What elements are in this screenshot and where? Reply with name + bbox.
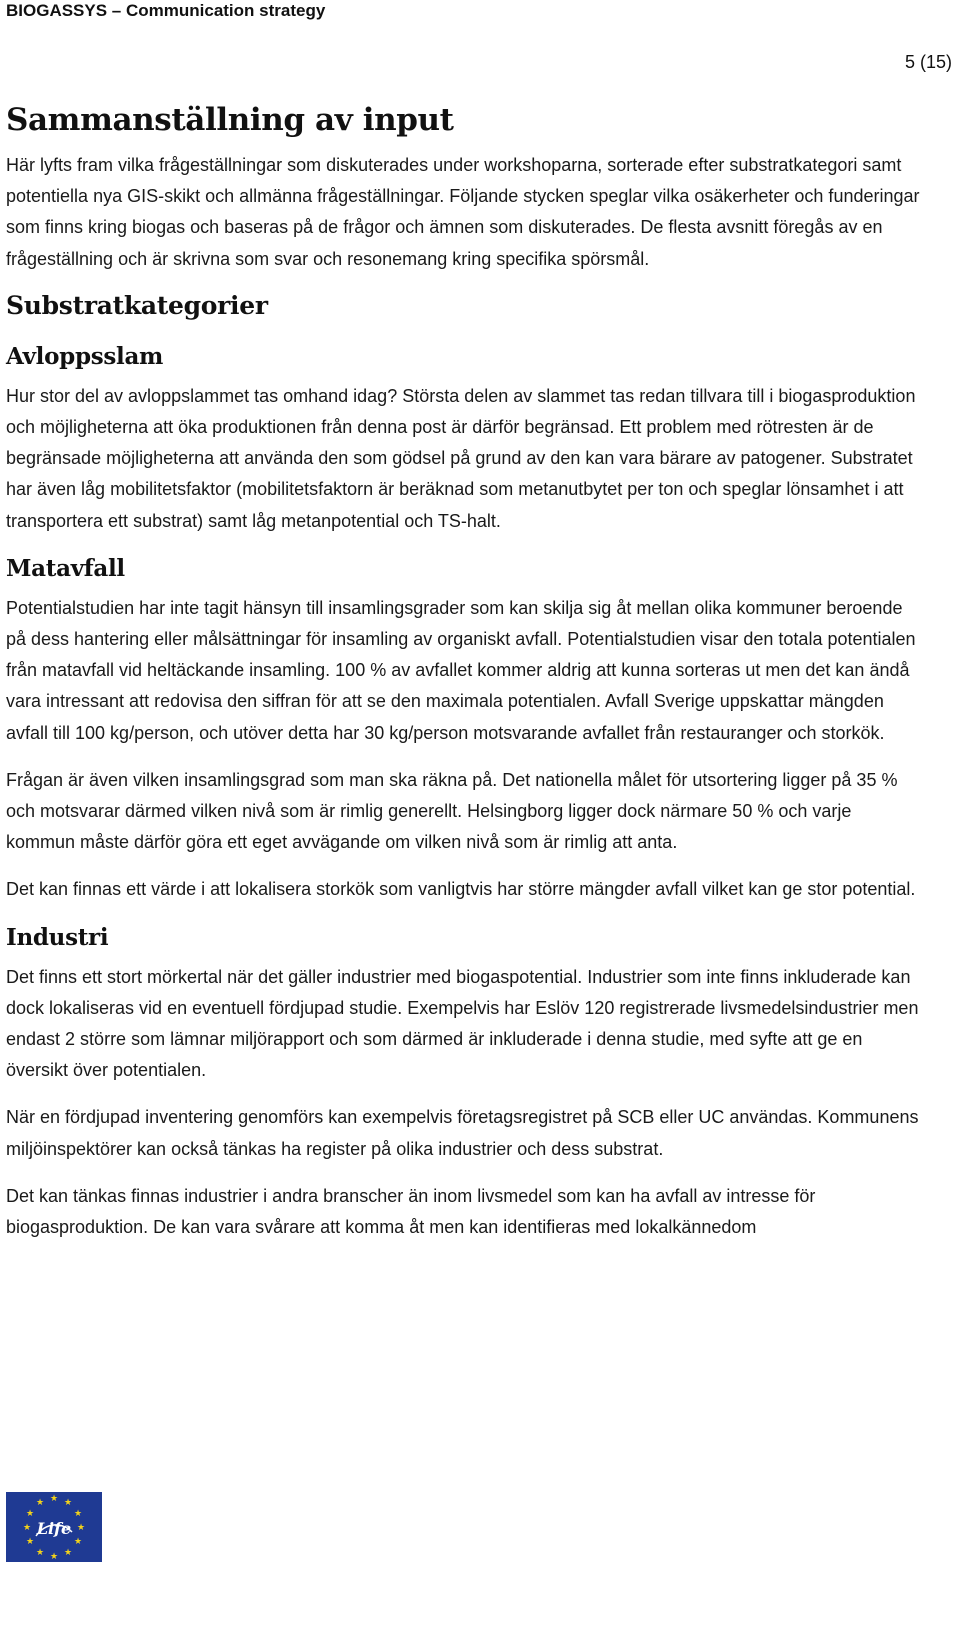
life-logo-text: Life — [36, 1519, 72, 1538]
svg-text:★: ★ — [22, 1523, 32, 1533]
avloppsslam-heading: Avloppsslam — [6, 342, 164, 370]
svg-text:★: ★ — [35, 1548, 45, 1558]
industri-heading: Industri — [6, 923, 109, 951]
main-heading: Sammanställning av input — [6, 102, 454, 138]
industri-paragraph-1: Det finns ett stort mörkertal när det gäller industrier med biogaspotential. Industrier som inte finns inkluderade kan dock lokaliseras vid en eventuell fördjupad studie. Exempelvis har Eslöv 120 registrerade livsmedelsindustrier men endast 2 större som lämnar miljörapport och som därmed är inkluderade i denna studie, med syfte att ge en översikt över potentialen. — [6, 966, 919, 1081]
matavfall-paragraph-2: Frågan är även vilken insamlingsgrad som man ska räkna på. Det nationella målet för utsortering ligger på 35 % och motsvarar därmed vilken nivå som är rimlig generellt. Helsingborg ligger dock närmare 50 % och varje kommun måste därför göra ett eget avvägande om vilken nivå som är rimlig att anta. — [6, 769, 898, 853]
header-title: BIOGASSYS – Communication strategy — [6, 1, 326, 20]
eu-life-logo-graphic — [6, 1492, 102, 1562]
svg-text:★: ★ — [73, 1537, 83, 1547]
industri-paragraph-3: Det kan tänkas finnas industrier i andra branscher än inom livsmedel som kan ha avfall av intresse för biogasproduktion. De kan vara svårare att komma åt men kan identifieras med lokalkännedom — [6, 1185, 816, 1238]
industri-paragraph-2: När en fördjupad inventering genomförs kan exempelvis företagsregistret på SCB eller UC användas. Kommunens miljöinspektörer kan också tänkas ha register på olika industrier och dess substrat. — [6, 1107, 919, 1159]
svg-text:★: ★ — [76, 1523, 86, 1533]
eu-life-logo-icon — [6, 1492, 102, 1562]
svg-text:★: ★ — [25, 1537, 35, 1547]
svg-text:★: ★ — [49, 1494, 59, 1504]
intro-paragraph: Här lyfts fram vilka frågeställningar som diskuterades under workshoparna, sorterade efter substratkategori samt potentiella nya GIS-skikt och allmänna frågeställningar. Följande stycken speglar vilka osäkerheter och funderingar som finns kring biogas och baseras på de frågor och ämnen som diskuterades. De flesta avsnitt föregås av en frågeställning och är skrivna som svar och resonemang kring specifika spörsmål. — [6, 155, 920, 269]
svg-text:★: ★ — [63, 1548, 73, 1558]
svg-text:★: ★ — [49, 1552, 59, 1562]
svg-text:★: ★ — [35, 1498, 45, 1508]
svg-text:★: ★ — [73, 1509, 83, 1519]
matavfall-paragraph-3: Det kan finnas ett värde i att lokalisera storkök som vanligtvis har större mängder avfall vilket kan ge stor potential. — [6, 879, 916, 900]
svg-text:★: ★ — [63, 1498, 73, 1508]
page-number: 5 (15) — [904, 52, 952, 72]
document-body — [6, 100, 922, 1259]
substratkategorier-heading: Substratkategorier — [6, 290, 268, 320]
avloppsslam-paragraph: Hur stor del av avloppslammet tas omhand idag? Största delen av slammet tas redan tillvara till i biogasproduktion och möjligheterna att öka produktionen från denna post är därför begränsad. Ett problem med rötresten är de begränsade möjligheterna att använda den som gödsel på grund av den kan vara bärare av patogener. Substratet har även låg mobilitetsfaktor (mobilitetsfaktorn är beräknad som metanutbytet per ton och speglar lönsamhet i att transportera ett substrat) samt låg metanpotential och TS-halt. — [6, 385, 916, 531]
svg-text:★: ★ — [25, 1509, 35, 1519]
matavfall-heading: Matavfall — [6, 554, 125, 582]
matavfall-paragraph-1: Potentialstudien har inte tagit hänsyn till insamlingsgrader som kan skilja sig åt mellan olika kommuner beroende på dess hantering eller målsättningar för insamling av organiskt avfall. Potentialstudien visar den totala potentialen från matavfall vid heltäckande insamling. 100 % av avfallet kommer aldrig att kunna sorteras ut men det kan ändå vara intressant att redovisa den siffran för att se den maximala potentialen. Avfall Sverige uppskattar mängden avfall till 100 kg/person, och utöver detta har 30 kg/person motsvarande avfallet från restauranger och storkök. — [6, 597, 916, 743]
